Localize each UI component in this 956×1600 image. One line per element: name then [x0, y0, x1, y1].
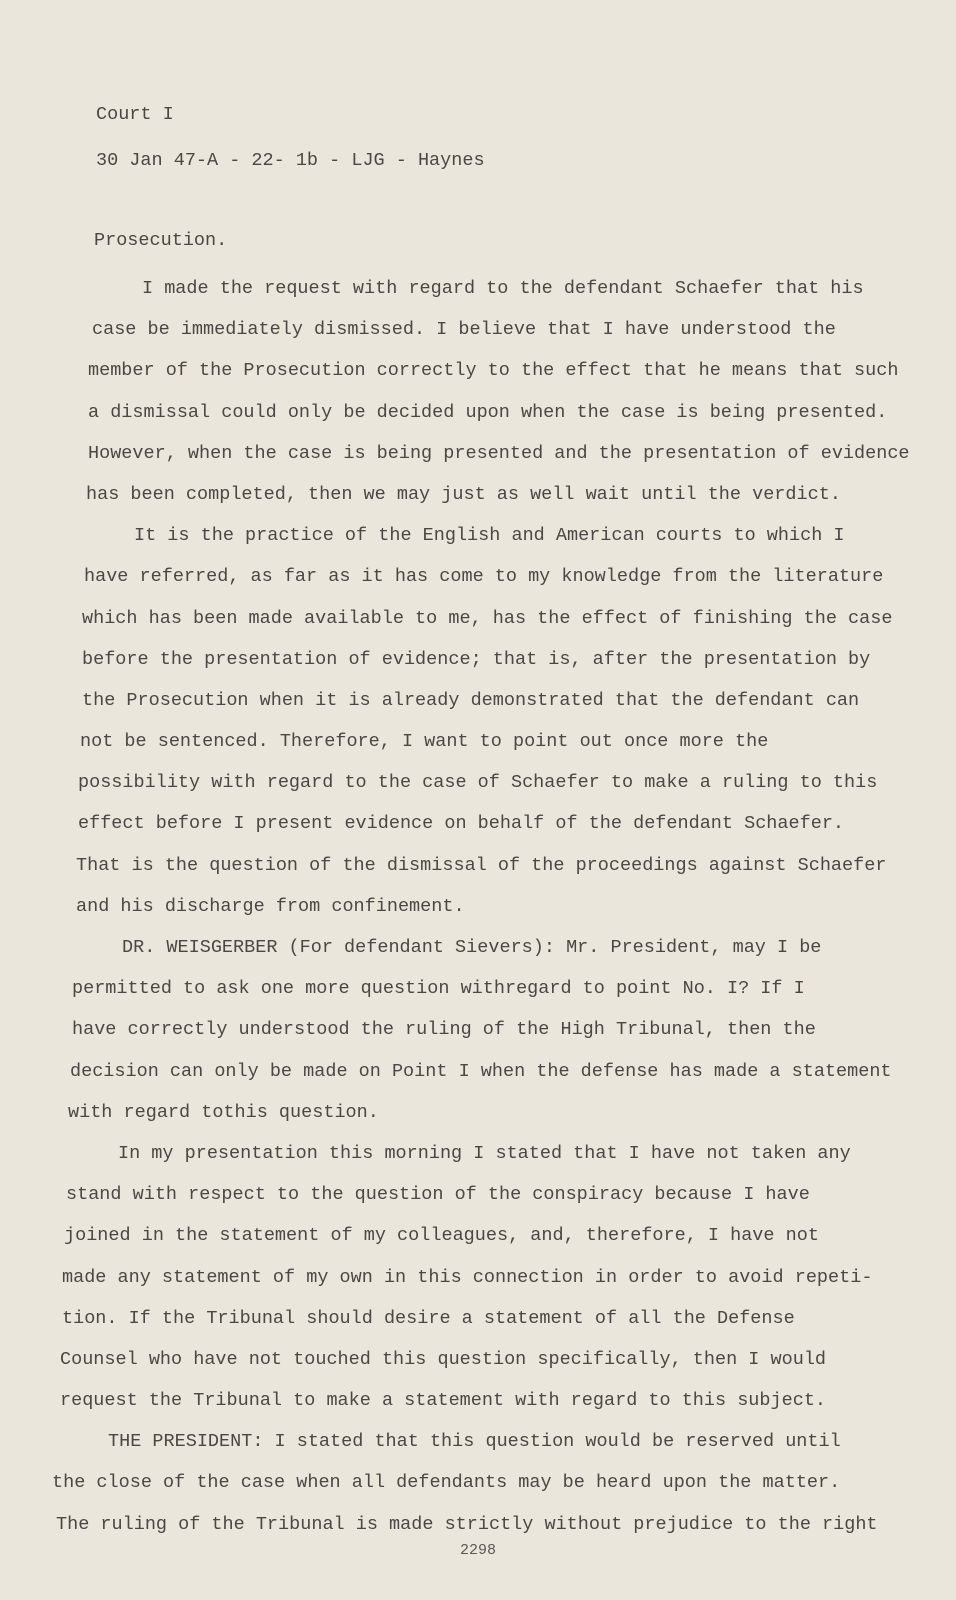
transcript-line: has been completed, then we may just as well wait until the verdict.	[86, 483, 841, 505]
transcript-line: possibility with regard to the case of Schaefer to make a ruling to this	[78, 772, 878, 794]
transcript-line: effect before I present evidence on behalf of the defendant Schaefer.	[78, 813, 845, 835]
page-number: 2298	[459, 1542, 496, 1559]
transcript-line: not be sentenced. Therefore, I want to point out once more the	[80, 731, 769, 753]
transcript-line: The ruling of the Tribunal is made strictly without prejudice to the right	[56, 1513, 878, 1535]
transcript-line: THE PRESIDENT: I stated that this question would be reserved until	[108, 1431, 841, 1453]
transcript-line: the close of the case when all defendants may be heard upon the matter.	[52, 1472, 841, 1494]
transcript-line: However, when the case is being presented and the presentation of evidence	[88, 442, 910, 464]
transcript-line: case be immediately dismissed. I believe that I have understood the	[92, 319, 836, 341]
transcript-line: request the Tribunal to make a statement with regard to this subject.	[60, 1390, 827, 1412]
transcript-line: stand with respect to the question of the conspiracy because I have	[66, 1184, 810, 1206]
transcript-line: with regard tothis question.	[68, 1101, 379, 1123]
transcript-line: have correctly understood the ruling of the High Tribunal, then the	[72, 1019, 816, 1041]
transcript-line: which has been made available to me, has the effect of finishing the case	[82, 607, 893, 629]
court-label: Court I	[96, 104, 174, 125]
transcript-line: tion. If the Tribunal should desire a statement of all the Defense	[62, 1307, 795, 1329]
transcript-line: the Prosecution when it is already demonstrated that the defendant can	[82, 689, 860, 711]
transcript-line: That is the question of the dismissal of the proceedings against Schaefer	[76, 854, 887, 876]
transcript-line: before the presentation of evidence; that is, after the presentation by	[82, 648, 871, 670]
transcript-line: joined in the statement of my colleagues, and, therefore, I have not	[64, 1225, 819, 1247]
transcript-line: Counsel who have not touched this question specifically, then I would	[60, 1348, 827, 1370]
transcript-line: DR. WEISGERBER (For defendant Sievers): Mr. President, may I be	[122, 937, 822, 958]
transcript-line: have referred, as far as it has come to my knowledge from the literature	[84, 566, 884, 588]
transcript-line: I made the request with regard to the defendant Schaefer that his	[142, 278, 864, 299]
transcript-reference: 30 Jan 47-A - 22- 1b - LJG - Haynes	[96, 150, 485, 171]
transcript-line: member of the Prosecution correctly to the effect that he means that such	[88, 360, 899, 382]
transcript-line: In my presentation this morning I stated that I have not taken any	[118, 1142, 851, 1164]
section-heading: Prosecution.	[94, 230, 228, 251]
transcript-line: permitted to ask one more question withregard to point No. I? If I	[72, 978, 805, 1000]
transcript-line: It is the practice of the English and American courts to which I	[134, 525, 845, 547]
transcript-line: a dismissal could only be decided upon when the case is being presented.	[88, 401, 888, 423]
transcript-line: made any statement of my own in this connection in order to avoid repeti-	[62, 1266, 873, 1288]
transcript-body	[52, 268, 910, 1545]
transcript-line: and his discharge from confinement.	[76, 895, 465, 917]
transcript-line: decision can only be made on Point I when the defense has made a statement	[70, 1060, 892, 1082]
